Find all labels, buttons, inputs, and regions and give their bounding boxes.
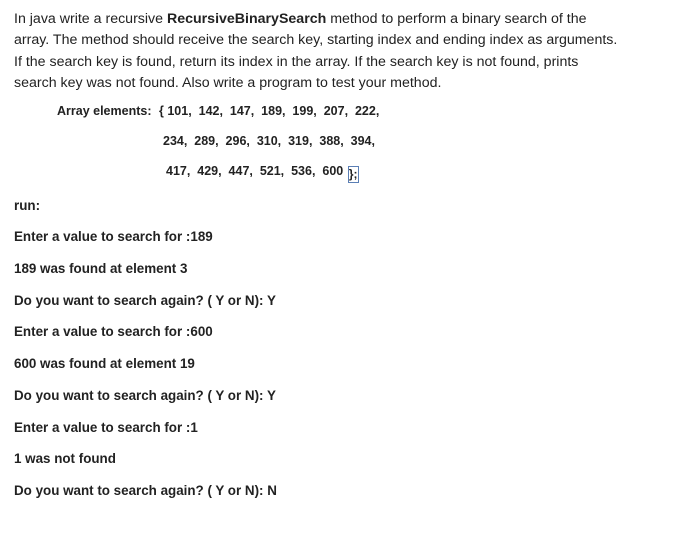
run-output-line: Enter a value to search for :189 [14, 229, 213, 244]
statement-line-1 [14, 9, 664, 30]
problem-statement [14, 9, 664, 94]
method-name: RecursiveBinarySearch [166, 11, 327, 27]
statement-text: method to perform a binary search of the [326, 11, 587, 27]
array-label: Array elements: [57, 104, 152, 118]
run-output-line: 600 was found at element 19 [14, 356, 195, 371]
run-output-line: 1 was not found [14, 451, 116, 466]
array-row-2: 234, 289, 296, 310, 319, 388, 394, [163, 134, 375, 148]
array-row-3-values: 417, 429, 447, 521, 536, 600 [166, 164, 347, 178]
statement-line-3: If the search key is found, return its index in the array. If the search key is not found, prints [14, 53, 579, 70]
run-output-line: 189 was found at element 3 [14, 261, 188, 276]
statement-line-2: array. The method should receive the search key, starting index and ending index as arguments. [14, 32, 618, 49]
run-output-line: run: [14, 198, 41, 213]
statement-line-4: search key was not found. Also write a program to test your method. [14, 74, 442, 91]
array-row-1: { 101, 142, 147, 189, 199, 207, 222, [159, 104, 380, 118]
array-closing-brace[interactable]: }; [348, 167, 358, 181]
array-row-3 [166, 164, 359, 183]
run-output-line: Enter a value to search for :600 [14, 324, 213, 339]
statement-text: In java write a recursive [14, 11, 167, 27]
run-output-line: Do you want to search again? ( Y or N): N [14, 483, 277, 498]
run-output-line: Enter a value to search for :1 [14, 420, 198, 435]
run-output-line: Do you want to search again? ( Y or N): Y [14, 293, 276, 308]
run-output-line: Do you want to search again? ( Y or N): Y [14, 388, 276, 403]
